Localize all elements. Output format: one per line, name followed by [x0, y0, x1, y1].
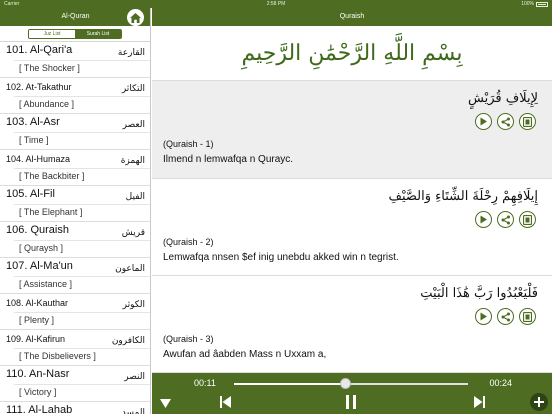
surah-name: 102. At-Takathur: [6, 82, 72, 92]
home-button[interactable]: [127, 9, 144, 26]
surah-row[interactable]: [0, 78, 150, 114]
play-ayah-button[interactable]: [475, 113, 492, 130]
surah-row[interactable]: [0, 402, 150, 414]
surah-name: 108. Al-Kauthar: [6, 298, 69, 308]
surah-row[interactable]: [0, 222, 150, 258]
battery-icon: [536, 2, 548, 7]
ayah-arabic: لِإِيلَافِ قُرَيْشٍ: [468, 91, 538, 106]
row-divider: [14, 384, 150, 385]
bookmark-note-icon: [523, 215, 532, 225]
share-icon: [501, 215, 511, 225]
surah-arabic-name: الماعون: [115, 264, 145, 274]
row-divider: [14, 96, 150, 97]
surah-arabic-name: العصر: [122, 120, 145, 130]
row-divider: [14, 240, 150, 241]
ayah-list: [152, 81, 552, 373]
ayah-arabic: فَلْيَعْبُدُوا رَبَّ هَٰذَا الْبَيْتِ: [420, 286, 538, 301]
surah-row[interactable]: [0, 258, 150, 294]
surah-arabic-name: الكافرون: [111, 336, 145, 346]
status-time: 2:58 PM: [266, 1, 286, 7]
elapsed-time: 00:11: [194, 378, 216, 388]
row-divider: [14, 348, 150, 349]
basmala-text: بِسْمِ اللَّهِ الرَّحْمَٰنِ الرَّحِيمِ: [241, 40, 463, 66]
ayah-translation: Lemwafqa nnsen $ef inig unebdu akked win n tegrist.: [163, 252, 399, 263]
tab-juz-list[interactable]: Juz List: [29, 30, 75, 38]
surah-name: 111. Al-Lahab: [6, 404, 73, 414]
add-button[interactable]: [530, 393, 548, 411]
surah-name: 103. Al-Asr: [6, 116, 60, 128]
home-icon: [129, 12, 142, 24]
surah-row[interactable]: [0, 186, 150, 222]
surah-name: 106. Quraish: [6, 224, 69, 236]
surah-row[interactable]: [0, 114, 150, 150]
audio-player: [152, 373, 552, 414]
sidebar-title: Al-Quran: [61, 13, 90, 20]
status-bar: [0, 0, 552, 8]
play-ayah-button[interactable]: [475, 308, 492, 325]
skip-previous-icon: [220, 396, 231, 408]
pause-button[interactable]: [344, 394, 358, 410]
surah-arabic-name: القارعة: [117, 48, 145, 58]
surah-english-name: [ Victory ]: [19, 387, 57, 397]
segmented-control: [28, 29, 122, 39]
plus-icon: [534, 397, 544, 407]
battery-percent: 100%: [521, 1, 534, 7]
battery-indicator: [521, 0, 548, 8]
ayah-card[interactable]: [152, 81, 552, 179]
progress-knob[interactable]: [340, 378, 351, 389]
surah-list: [0, 42, 150, 414]
share-icon: [501, 117, 511, 127]
surah-name: 104. Al-Humaza: [6, 154, 71, 164]
bookmark-note-icon: [523, 312, 532, 322]
surah-arabic-name: قريش: [121, 228, 145, 238]
list-toggle: [0, 26, 150, 42]
tab-surah-list[interactable]: Surah List: [75, 30, 121, 38]
progress-slider[interactable]: [234, 383, 468, 385]
ayah-reference: (Quraish - 3): [163, 334, 214, 344]
ayah-translation: Awufan ad âabden Mass n Uxxam a,: [163, 349, 327, 360]
collapse-player-button[interactable]: [158, 396, 172, 410]
ayah-translation: Ilmend n lemwafqa n Qurayc.: [163, 154, 294, 165]
surah-row[interactable]: [0, 150, 150, 186]
surah-english-name: [ The Elephant ]: [19, 207, 83, 217]
row-divider: [14, 204, 150, 205]
carrier-label: Carrier: [4, 1, 20, 7]
ayah-actions: [475, 113, 536, 130]
surah-row[interactable]: [0, 294, 150, 330]
bookmark-ayah-button[interactable]: [519, 113, 536, 130]
ayah-reference: (Quraish - 2): [163, 237, 214, 247]
surah-english-name: [ Assistance ]: [19, 279, 73, 289]
reader-pane: [152, 8, 552, 414]
surah-english-name: [ Plenty ]: [19, 315, 55, 325]
surah-english-name: [ Abundance ]: [19, 99, 75, 109]
surah-arabic-name: الفيل: [125, 192, 145, 202]
share-ayah-button[interactable]: [497, 211, 514, 228]
ayah-card[interactable]: [152, 179, 552, 276]
play-icon: [479, 312, 488, 321]
total-time: 00:24: [489, 378, 512, 388]
surah-english-name: [ Quraysh ]: [19, 243, 64, 253]
ayah-reference: (Quraish - 1): [163, 139, 214, 149]
ayah-actions: [475, 211, 536, 228]
bookmark-note-icon: [523, 117, 532, 127]
row-divider: [14, 276, 150, 277]
share-ayah-button[interactable]: [497, 113, 514, 130]
previous-button[interactable]: [218, 395, 232, 409]
surah-english-name: [ Time ]: [19, 135, 49, 145]
ayah-arabic: إِيلَافِهِمْ رِحْلَةَ الشِّتَاءِ وَالصَّيْفِ: [388, 189, 538, 204]
skip-next-icon: [474, 396, 485, 408]
bookmark-ayah-button[interactable]: [519, 308, 536, 325]
sidebar: [0, 8, 151, 414]
play-ayah-button[interactable]: [475, 211, 492, 228]
ayah-actions: [475, 308, 536, 325]
surah-arabic-name: التكاثر: [121, 84, 145, 94]
surah-arabic-name: الهمزة: [120, 156, 145, 166]
surah-arabic-name: الكوثر: [122, 300, 145, 310]
surah-english-name: [ The Shocker ]: [19, 63, 80, 73]
surah-row[interactable]: [0, 366, 150, 402]
surah-english-name: [ The Backbiter ]: [19, 171, 85, 181]
play-icon: [479, 117, 488, 126]
bookmark-ayah-button[interactable]: [519, 211, 536, 228]
row-divider: [14, 132, 150, 133]
surah-name: 109. Al-Kafirun: [6, 334, 66, 344]
share-icon: [501, 312, 511, 322]
progress-fill: [234, 383, 346, 385]
row-divider: [14, 312, 150, 313]
surah-arabic-name: المسد: [121, 408, 145, 414]
row-divider: [14, 168, 150, 169]
pause-icon: [346, 395, 356, 409]
surah-row[interactable]: [0, 42, 150, 78]
row-divider: [14, 60, 150, 61]
surah-row[interactable]: [0, 330, 150, 366]
sidebar-header: [0, 8, 150, 26]
surah-name: 101. Al-Qari'a: [6, 44, 73, 56]
surah-name: 107. Al-Ma'un: [6, 260, 73, 272]
next-button[interactable]: [472, 395, 486, 409]
basmala-banner: [152, 26, 552, 81]
triangle-down-icon: [160, 399, 171, 408]
reader-title: Quraish: [152, 8, 552, 26]
surah-english-name: [ The Disbelievers ]: [19, 351, 96, 361]
surah-name: 110. An-Nasr: [6, 368, 70, 380]
surah-arabic-name: النصر: [124, 372, 145, 382]
ayah-card[interactable]: [152, 276, 552, 373]
play-icon: [479, 215, 488, 224]
share-ayah-button[interactable]: [497, 308, 514, 325]
surah-name: 105. Al-Fil: [6, 188, 55, 200]
